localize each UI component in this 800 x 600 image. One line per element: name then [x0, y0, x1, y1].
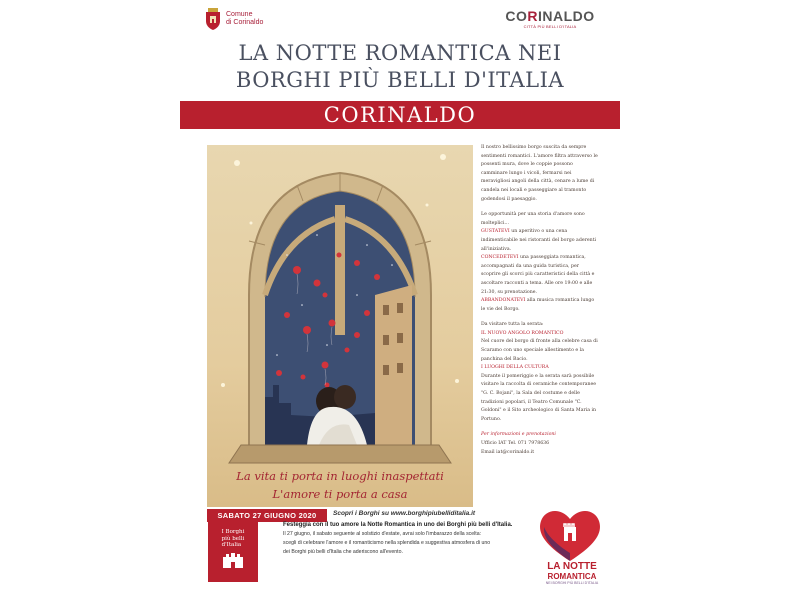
opportunities-intro: Le opportunità per una storia d'amore sono molteplici... — [481, 212, 585, 226]
corinaldo-brand-logo — [505, 8, 595, 29]
logo-word-pre: CO — [505, 8, 528, 24]
intro-paragraph: Il nostro bellissimo borgo suscita da sempre sentimenti romantici. L'amore filtra attraverso le possenti mura, dove le coppie possono camminare lungo i vicoli, fermarsi nei meravigliosi angoli della città, cenare a lume di candela nei locali e passeggiare al tramonto godendosi il paesaggio. — [481, 145, 598, 202]
footer-description — [283, 521, 541, 557]
abbandonatevi-item — [481, 297, 599, 314]
footer-line3: scegli di celebrare l'amore e il romanticismo nella splendida e suggestiva atmosfera di uno — [283, 540, 491, 546]
poster-tagline-1: La vita ti porta in luoghi inaspettati — [236, 469, 444, 483]
borghi-line1: I Borghi — [221, 529, 245, 536]
page-title — [205, 40, 595, 94]
borghi-line2: più belli — [221, 535, 245, 542]
gustatevi-item — [481, 228, 599, 254]
website-link[interactable]: Scopri i Borghi su www.borghipiubelliditalia.it — [333, 510, 476, 517]
abbandonatevi-text: alla musica romantica lungo le vie del Borgo. — [481, 298, 595, 312]
logo-word-o: R — [527, 8, 538, 24]
notte-line1: LA NOTTE — [547, 561, 597, 572]
gustatevi-heading: GUSTATEVI — [481, 229, 510, 235]
gustatevi-text: un aperitivo o una cena indimenticabile nei ristoranti del borgo aderenti all'iniziativa. — [481, 229, 597, 252]
info-email[interactable]: Email iat@corinaldo.it — [481, 449, 535, 455]
event-description — [481, 144, 599, 457]
angolo-heading: IL NUOVO ANGOLO ROMANTICO — [481, 330, 564, 336]
borghi-logo — [208, 520, 258, 582]
poster-illustration — [207, 145, 473, 507]
comune-line1: Comune — [226, 11, 253, 18]
castle-icon — [222, 552, 244, 573]
comune-line2: di Corinaldo — [226, 19, 264, 26]
info-phone: Ufficio IAT Tel. 071 7978636 — [481, 441, 550, 446]
abbandonatevi-heading: ABBANDONATEVI — [481, 298, 526, 304]
visit-intro: Da visitare tutta la serata: — [481, 322, 544, 328]
event-date: SABATO 27 GIUGNO 2020 — [217, 511, 317, 520]
poster-tagline-2: L'amore ti porta a casa — [272, 487, 408, 501]
notte-line3: NEI BORGHI PIÙ BELLI D'ITALIA — [545, 581, 599, 585]
town-banner — [180, 101, 620, 129]
title-line2: BORGHI PIÙ BELLI D'ITALIA — [235, 68, 565, 92]
concedetevi-text: una passeggiata romantica, accompagnati da una guida turistica, per scoprire gli scorci più caratteristici della città e ascoltare racconti a tema. Alle ore 19:00 e alle 21:30, su prenotazione. — [481, 255, 595, 295]
notte-romantica-wordmark — [540, 562, 604, 586]
footer-line2: Il 27 giugno, il sabato seguente al solstizio d'estate, avrai solo l'imbarazzo della scelta: — [283, 531, 482, 537]
notte-line2: ROMANTICA — [547, 572, 597, 581]
luoghi-heading: I LUOGHI DELLA CULTURA — [481, 365, 549, 371]
luoghi-text: Durante il pomeriggio e la serata sarà possibile visitare la raccolta di ceramiche contemporanee "G. C. Bojani", la Sala del costume e delle tradizioni popolari, il Teatro Comunale "C. Goldoni" e il Sito archeologico di Santa Maria in Portuno. — [481, 373, 597, 422]
angolo-text: Nel cuore del borgo di fronte alla celebre casa di Scaramo con uno speciale allestimento e la panchina del Bacio. — [481, 339, 598, 362]
logo-word-post: INALDO — [537, 8, 595, 24]
concedetevi-item — [481, 254, 599, 297]
footer-line4: dei Borghi più belli d'Italia che aderiscono all'evento. — [283, 549, 403, 555]
crest-icon — [205, 8, 221, 30]
comune-logo — [205, 8, 263, 30]
logo-tagline: CITTÀ PIÙ BELLI D'ITALIA — [523, 24, 577, 29]
borghi-line3: d'Italia — [221, 542, 242, 549]
info-heading: Per informazioni e prenotazioni — [481, 432, 556, 438]
title-line1: LA NOTTE ROMANTICA NEI — [238, 41, 562, 65]
concedetevi-heading: CONCEDETEVI — [481, 255, 519, 261]
footer-bold-line: Festeggia con il tuo amore la Notte Romantica in uno dei Borghi più belli d'Italia. — [283, 522, 513, 528]
banner-text: CORINALDO — [323, 103, 477, 127]
